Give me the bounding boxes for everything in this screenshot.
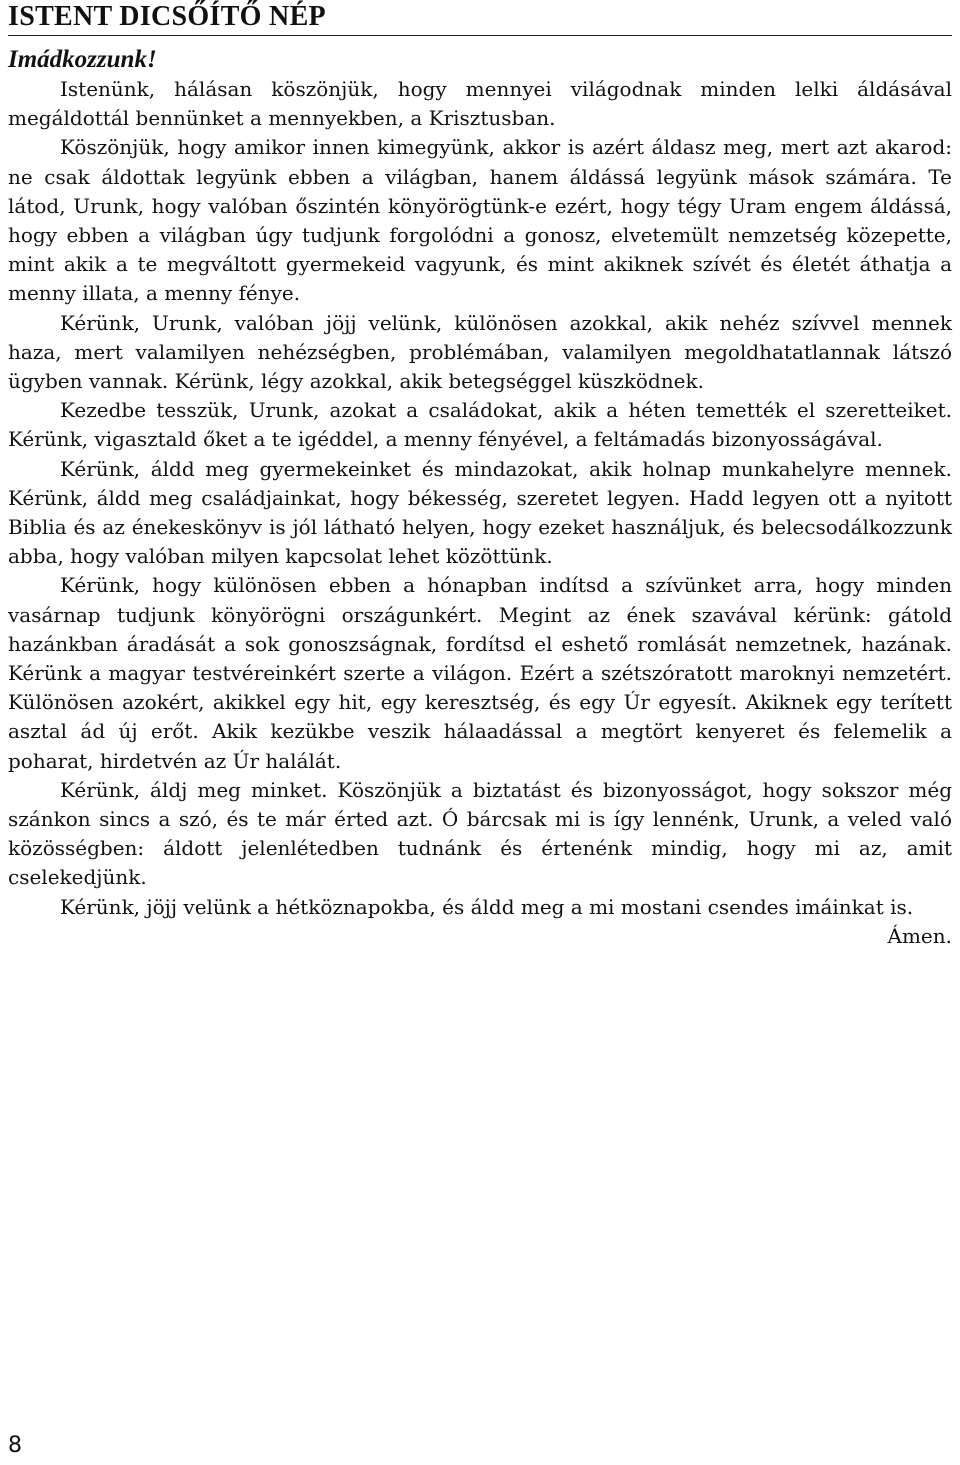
paragraph-5: Kérünk, áldd meg gyermekeinket és mindazokat, akik holnap munkahelyre mennek. Kérünk, áldd meg családjainkat, hogy békesség, szeretet legyen. Hadd legyen ott a nyitott Biblia és az énekeskönyv is jól látható helyen, hogy ezeket használjuk, és belecsodálkozzunk abba, hogy valóban milyen kapcsolat lehet közöttünk. xyxy=(8,456,952,569)
closing-amen: Ámen. xyxy=(887,923,952,948)
running-header xyxy=(8,0,952,36)
paragraph-1: Istenünk, hálásan köszönjük, hogy mennyei világodnak minden lelki áldásával megáldottál bennünket a mennyekben, a Krisztusban. xyxy=(8,77,952,131)
paragraph-3: Kérünk, Urunk, valóban jöjj velünk, különösen azokkal, akik nehéz szívvel mennek haza, mert valamilyen nehézségben, problémában, valamilyen megoldhatatlannak látszó ügyben vannak. Kérünk, légy azokkal, akik betegséggel küszködnek. xyxy=(8,310,952,394)
paragraph-4: Kezedbe tesszük, Urunk, azokat a családokat, akik a héten temették el szeretteiket. Kérünk, vigasztald őket a te igéddel, a menny fényével, a feltámadás bizonyosságával. xyxy=(8,398,952,452)
page-number: 8 xyxy=(8,1433,22,1458)
document-page xyxy=(8,0,952,1465)
paragraph-8: Kérünk, jöjj velünk a hétköznapokba, és áldd meg a mi mostani csendes imáinkat is. xyxy=(60,894,914,919)
header-title: ISTENT DICSŐÍTŐ NÉP xyxy=(8,1,326,32)
paragraph-6: Kérünk, hogy különösen ebben a hónapban indítsd a szívünket arra, hogy minden vasárnap tudjunk könyörögni országunkért. Megint az ének szavával kérünk: gátold hazánkban áradását a sok gonoszságnak, fordítsd el eshető romlását nemzetnek, hazának. Kérünk a magyar testvéreinkért szerte a világon. Ezért a szétszóratott maroknyi nemzetért. Különösen azokért, akikkel egy hit, egy keresztség, és egy Úr egyesít. Akiknek egy terített asztal ád új erőt. Akik kezükbe veszik hálaadással a megtört kenyeret és felemelik a poharat, hirdetvén az Úr halálát. xyxy=(8,573,952,773)
prayer-heading: Imádkozzunk! xyxy=(8,46,157,73)
prayer-text xyxy=(8,45,952,951)
paragraph-2: Köszönjük, hogy amikor innen kimegyünk, akkor is azért áldasz meg, mert azt akarod: ne csak áldottak legyünk ebben a világban, hanem áldássá legyünk mások számára. Te látod, Urunk, hogy valóban őszintén könyörögtünk-e ezért, hogy tégy Uram engem áldássá, hogy ebben a világban úgy tudjunk forgolódni a gonosz, elvetemült nemzetség közepette, mint akik a te megváltott gyermekeid vagyunk, és mint akiknek szívét és életét áthatja a menny illata, a menny fénye. xyxy=(8,135,952,306)
paragraph-7: Kérünk, áldj meg minket. Köszönjük a biztatást és bizonyosságot, hogy sokszor még szánkon sincs a szó, és te már érted azt. Ó bárcsak mi is így lennénk, Urunk, a veled való közösségben: áldott jelenlétedben tudnánk és értenénk mindig, hogy mi az, amit cselekedjünk. xyxy=(8,777,952,890)
